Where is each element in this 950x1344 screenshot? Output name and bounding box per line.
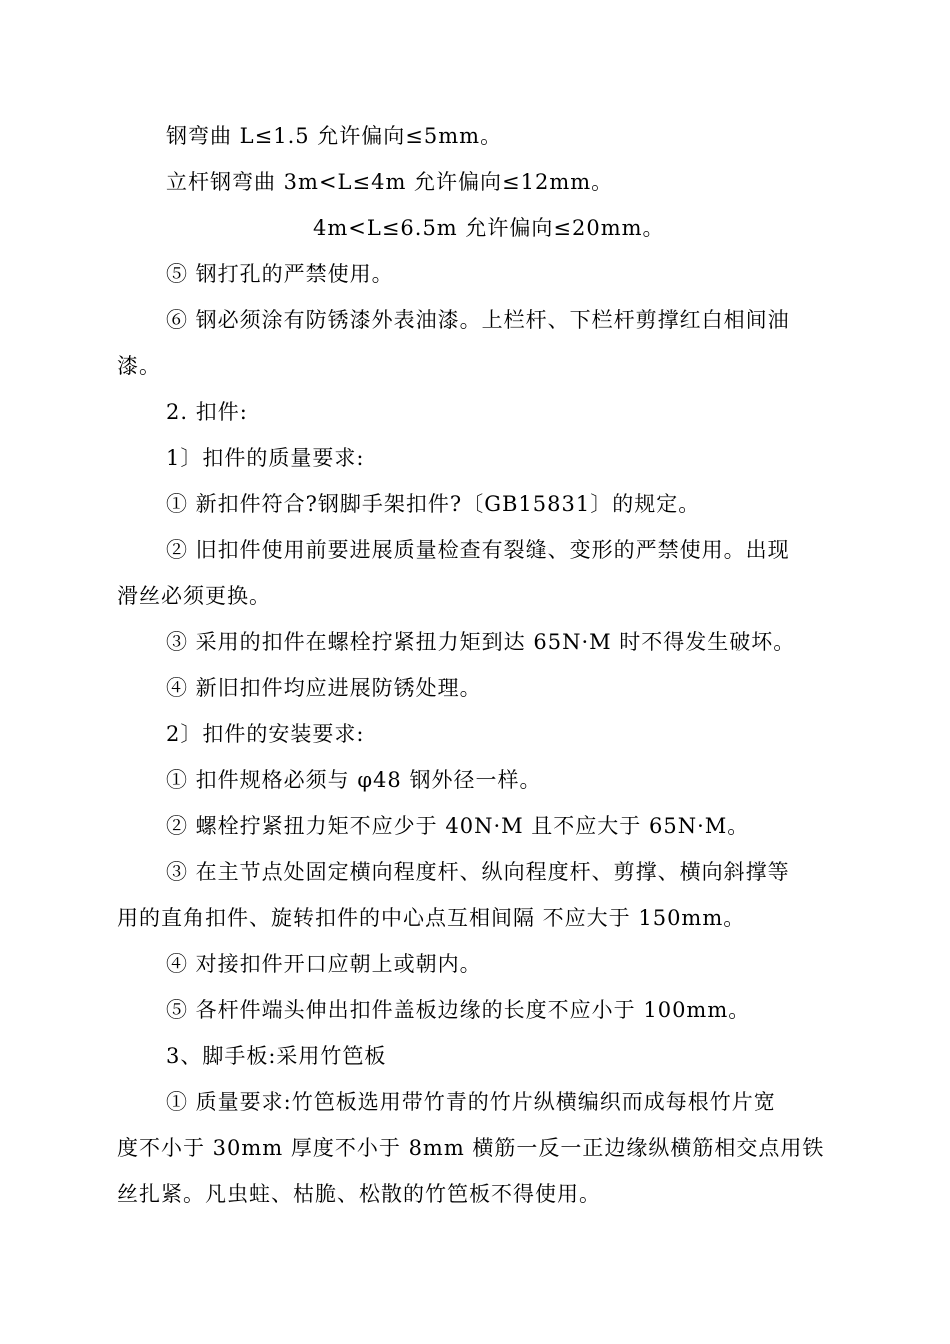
- line-19: ④ 对接扣件开口应朝上或朝内。: [166, 952, 482, 976]
- line-3: 4m<L≤6.5m 允许偏向≤20mm。: [313, 216, 665, 240]
- line-23: 度不小于 30mm 厚度不小于 8mm 横筋一反一正边缘纵横筋相交点用铁: [117, 1136, 825, 1160]
- line-5: ⑥ 钢必须涂有防锈漆外表油漆。上栏杆、下栏杆剪撑红白相间油: [166, 308, 790, 332]
- line-10: ② 旧扣件使用前要进展质量检查有裂缝、变形的严禁使用。出现: [166, 538, 790, 562]
- line-2: 立杆钢弯曲 3m<L≤4m 允许偏向≤12mm。: [166, 170, 614, 194]
- line-18: 用的直角扣件、旋转扣件的中心点互相间隔 不应大于 150mm。: [117, 906, 746, 930]
- line-20: ⑤ 各杆件端头伸出扣件盖板边缘的长度不应小于 100mm。: [166, 998, 751, 1022]
- line-15: ① 扣件规格必须与 φ48 钢外径一样。: [166, 768, 542, 792]
- line-9: ① 新扣件符合?钢脚手架扣件?〔GB15831〕的规定。: [166, 492, 701, 516]
- section-heading-scaffold-board: 3、脚手板:采用竹笆板: [166, 1044, 387, 1068]
- line-17: ③ 在主节点处固定横向程度杆、纵向程度杆、剪撑、横向斜撑等: [166, 860, 790, 884]
- line-22: ① 质量要求:竹笆板选用带竹青的竹片纵横编织而成每根竹片宽: [166, 1090, 776, 1114]
- subheading-quality: 1〕扣件的质量要求:: [166, 446, 365, 470]
- line-6: 漆。: [117, 354, 161, 378]
- line-4: ⑤ 钢打孔的严禁使用。: [166, 262, 394, 286]
- section-heading-fastener: 2. 扣件:: [166, 400, 248, 424]
- line-16: ② 螺栓拧紧扭力矩不应少于 40N·M 且不应大于 65N·M。: [166, 814, 750, 838]
- line-1: 钢弯曲 L≤1.5 允许偏向≤5mm。: [166, 124, 503, 148]
- line-12: ③ 采用的扣件在螺栓拧紧扭力矩到达 65N·M 时不得发生破坏。: [166, 630, 796, 654]
- line-24: 丝扎紧。凡虫蛀、枯脆、松散的竹笆板不得使用。: [117, 1182, 601, 1206]
- subheading-installation: 2〕扣件的安装要求:: [166, 722, 365, 746]
- line-11: 滑丝必须更换。: [117, 584, 271, 608]
- line-13: ④ 新旧扣件均应进展防锈处理。: [166, 676, 482, 700]
